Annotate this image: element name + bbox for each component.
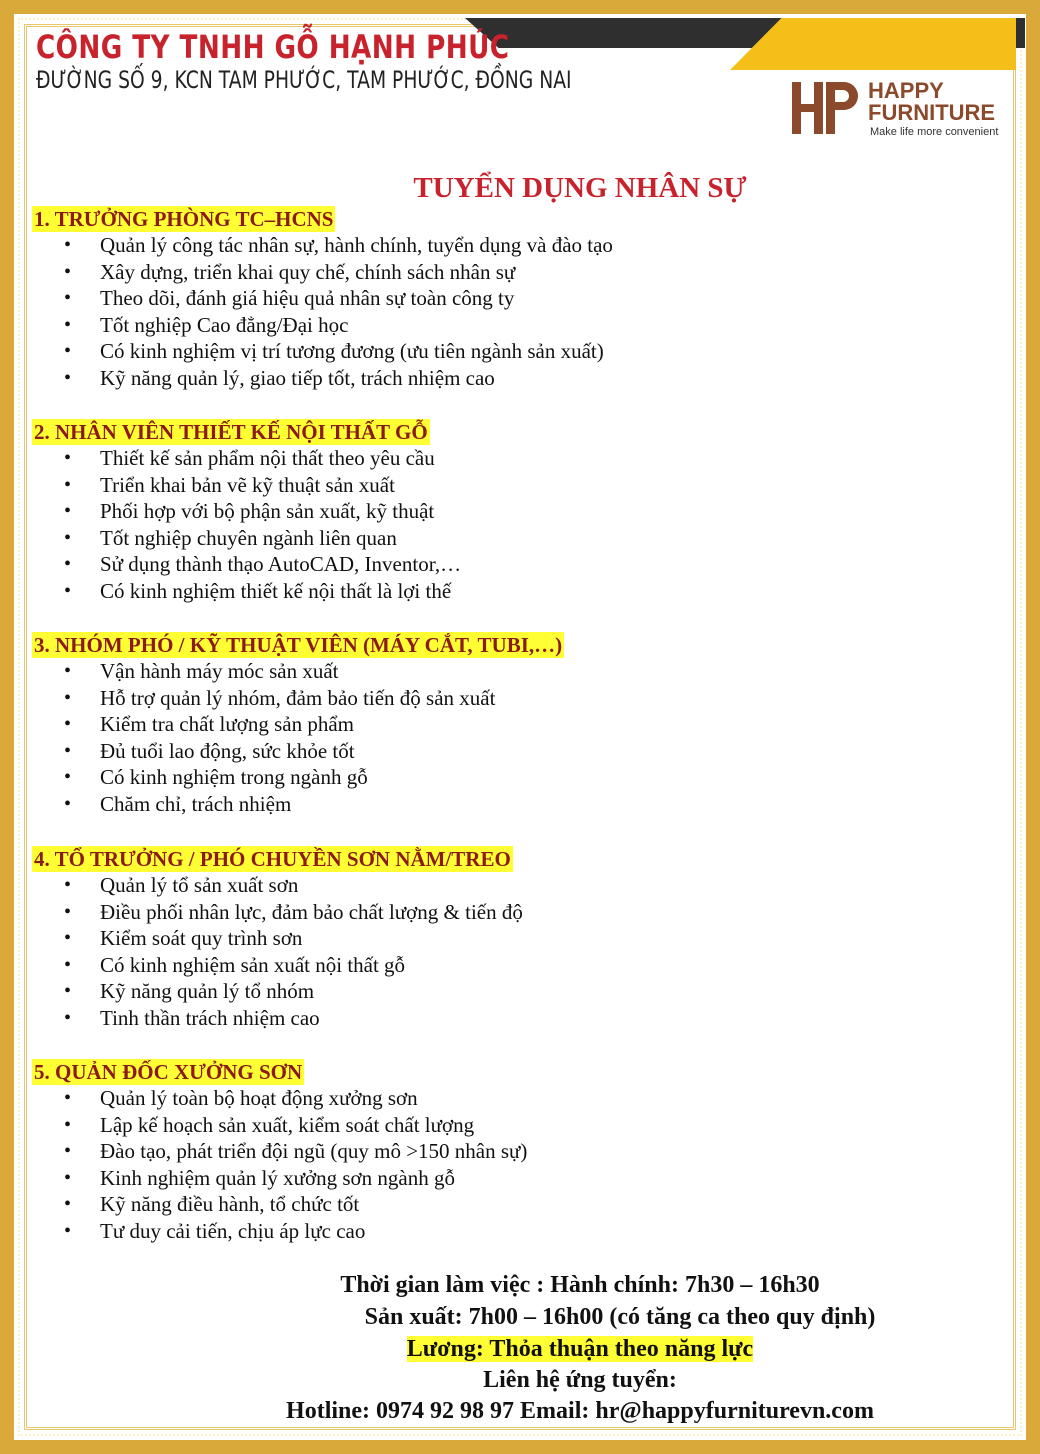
job-heading: 5. QUẢN ĐỐC XƯỞNG SƠN — [34, 1060, 303, 1084]
job-section-5 — [32, 1059, 972, 1245]
job-item: • Quản lý toàn bộ hoạt động xưởng sơn — [32, 1085, 972, 1112]
job-heading: 2. NHÂN VIÊN THIẾT KẾ NỘI THẤT GỖ — [34, 420, 428, 444]
job-heading: 1. TRƯỞNG PHÒNG TC–HCNS — [34, 207, 334, 231]
job-item: • Tư duy cải tiến, chịu áp lực cao — [32, 1218, 972, 1245]
job-item: • Xây dựng, triển khai quy chế, chính sách nhân sự — [32, 259, 972, 286]
job-item: • Theo dõi, đánh giá hiệu quả nhân sự toàn công ty — [32, 285, 972, 312]
job-item: • Kiểm tra chất lượng sản phẩm — [32, 711, 972, 738]
job-item: • Triển khai bản vẽ kỹ thuật sản xuất — [32, 472, 972, 499]
job-item: • Chăm chỉ, trách nhiệm — [32, 791, 972, 818]
working-hours-office: Thời gian làm việc : Hành chính: 7h30 – 16h30 — [340, 1272, 820, 1298]
job-item: • Tốt nghiệp Cao đẳng/Đại học — [32, 312, 972, 339]
job-item: • Phối hợp với bộ phận sản xuất, kỹ thuật — [32, 498, 972, 525]
job-section-2 — [32, 419, 972, 605]
working-hours-production: Sản xuất: 7h00 – 16h00 (có tăng ca theo quy định) — [364, 1304, 876, 1330]
job-item: • Thiết kế sản phẩm nội thất theo yêu cầu — [32, 445, 972, 472]
job-item: • Sử dụng thành thạo AutoCAD, Inventor,… — [32, 551, 972, 578]
job-item: • Có kinh nghiệm sản xuất nội thất gỗ — [32, 952, 972, 979]
job-item: • Vận hành máy móc sản xuất — [32, 658, 972, 685]
job-item: • Kỹ năng quản lý, giao tiếp tốt, trách nhiệm cao — [32, 365, 972, 392]
job-item: • Kiểm soát quy trình sơn — [32, 925, 972, 952]
job-item: • Lập kế hoạch sản xuất, kiểm soát chất lượng — [32, 1112, 972, 1139]
salary-line — [0, 1336, 1040, 1363]
company-name: CÔNG TY TNHH GỖ HẠNH PHÚC — [36, 28, 510, 66]
job-item: • Kỹ năng quản lý tổ nhóm — [32, 978, 972, 1005]
job-item: • Có kinh nghiệm trong ngành gỗ — [32, 764, 972, 791]
job-item: • Hỗ trợ quản lý nhóm, đảm bảo tiến độ sản xuất — [32, 685, 972, 712]
company-logo — [792, 80, 1012, 140]
contact-info: Hotline: 0974 92 98 97 Email: hr@happyfurniturevn.com — [286, 1398, 874, 1424]
job-heading: 3. NHÓM PHÓ / KỸ THUẬT VIÊN (MÁY CẮT, TUBI,…) — [34, 633, 563, 657]
job-section-3 — [32, 632, 972, 818]
logo-tagline: Make life more convenient — [870, 126, 999, 138]
job-item: • Có kinh nghiệm vị trí tương đương (ưu tiên ngành sản xuất) — [32, 338, 972, 365]
job-heading: 4. TỔ TRƯỞNG / PHÓ CHUYỀN SƠN NẰM/TREO — [34, 847, 511, 871]
logo-text-furniture: FURNITURE — [868, 100, 996, 125]
contact-label: Liên hệ ứng tuyển: — [483, 1367, 677, 1393]
job-item: • Đào tạo, phát triển đội ngũ (quy mô >150 nhân sự) — [32, 1138, 972, 1165]
job-item: • Quản lý tổ sản xuất sơn — [32, 872, 972, 899]
job-item: • Tốt nghiệp chuyên ngành liên quan — [32, 525, 972, 552]
job-item: • Tinh thần trách nhiệm cao — [32, 1005, 972, 1032]
job-item: • Quản lý công tác nhân sự, hành chính, tuyển dụng và đào tạo — [32, 232, 972, 259]
logo-text-happy: HAPPY — [868, 78, 944, 103]
job-section-4 — [32, 846, 972, 1032]
salary-text: Lương: Thỏa thuận theo năng lực — [406, 1336, 754, 1362]
job-section-1 — [32, 206, 972, 392]
page-title: TUYỂN DỤNG NHÂN SỰ — [413, 172, 747, 204]
job-item: • Kinh nghiệm quản lý xưởng sơn ngành gỗ — [32, 1165, 972, 1192]
job-item: • Đủ tuổi lao động, sức khỏe tốt — [32, 738, 972, 765]
job-item: • Có kinh nghiệm thiết kế nội thất là lợi thế — [32, 578, 972, 605]
company-address: ĐƯỜNG SỐ 9, KCN TAM PHƯỚC, TAM PHƯỚC, ĐỒNG NAI — [36, 66, 572, 94]
job-item: • Điều phối nhân lực, đảm bảo chất lượng & tiến độ — [32, 899, 972, 926]
job-item: • Kỹ năng điều hành, tổ chức tốt — [32, 1191, 972, 1218]
hp-logo-icon — [792, 80, 860, 136]
